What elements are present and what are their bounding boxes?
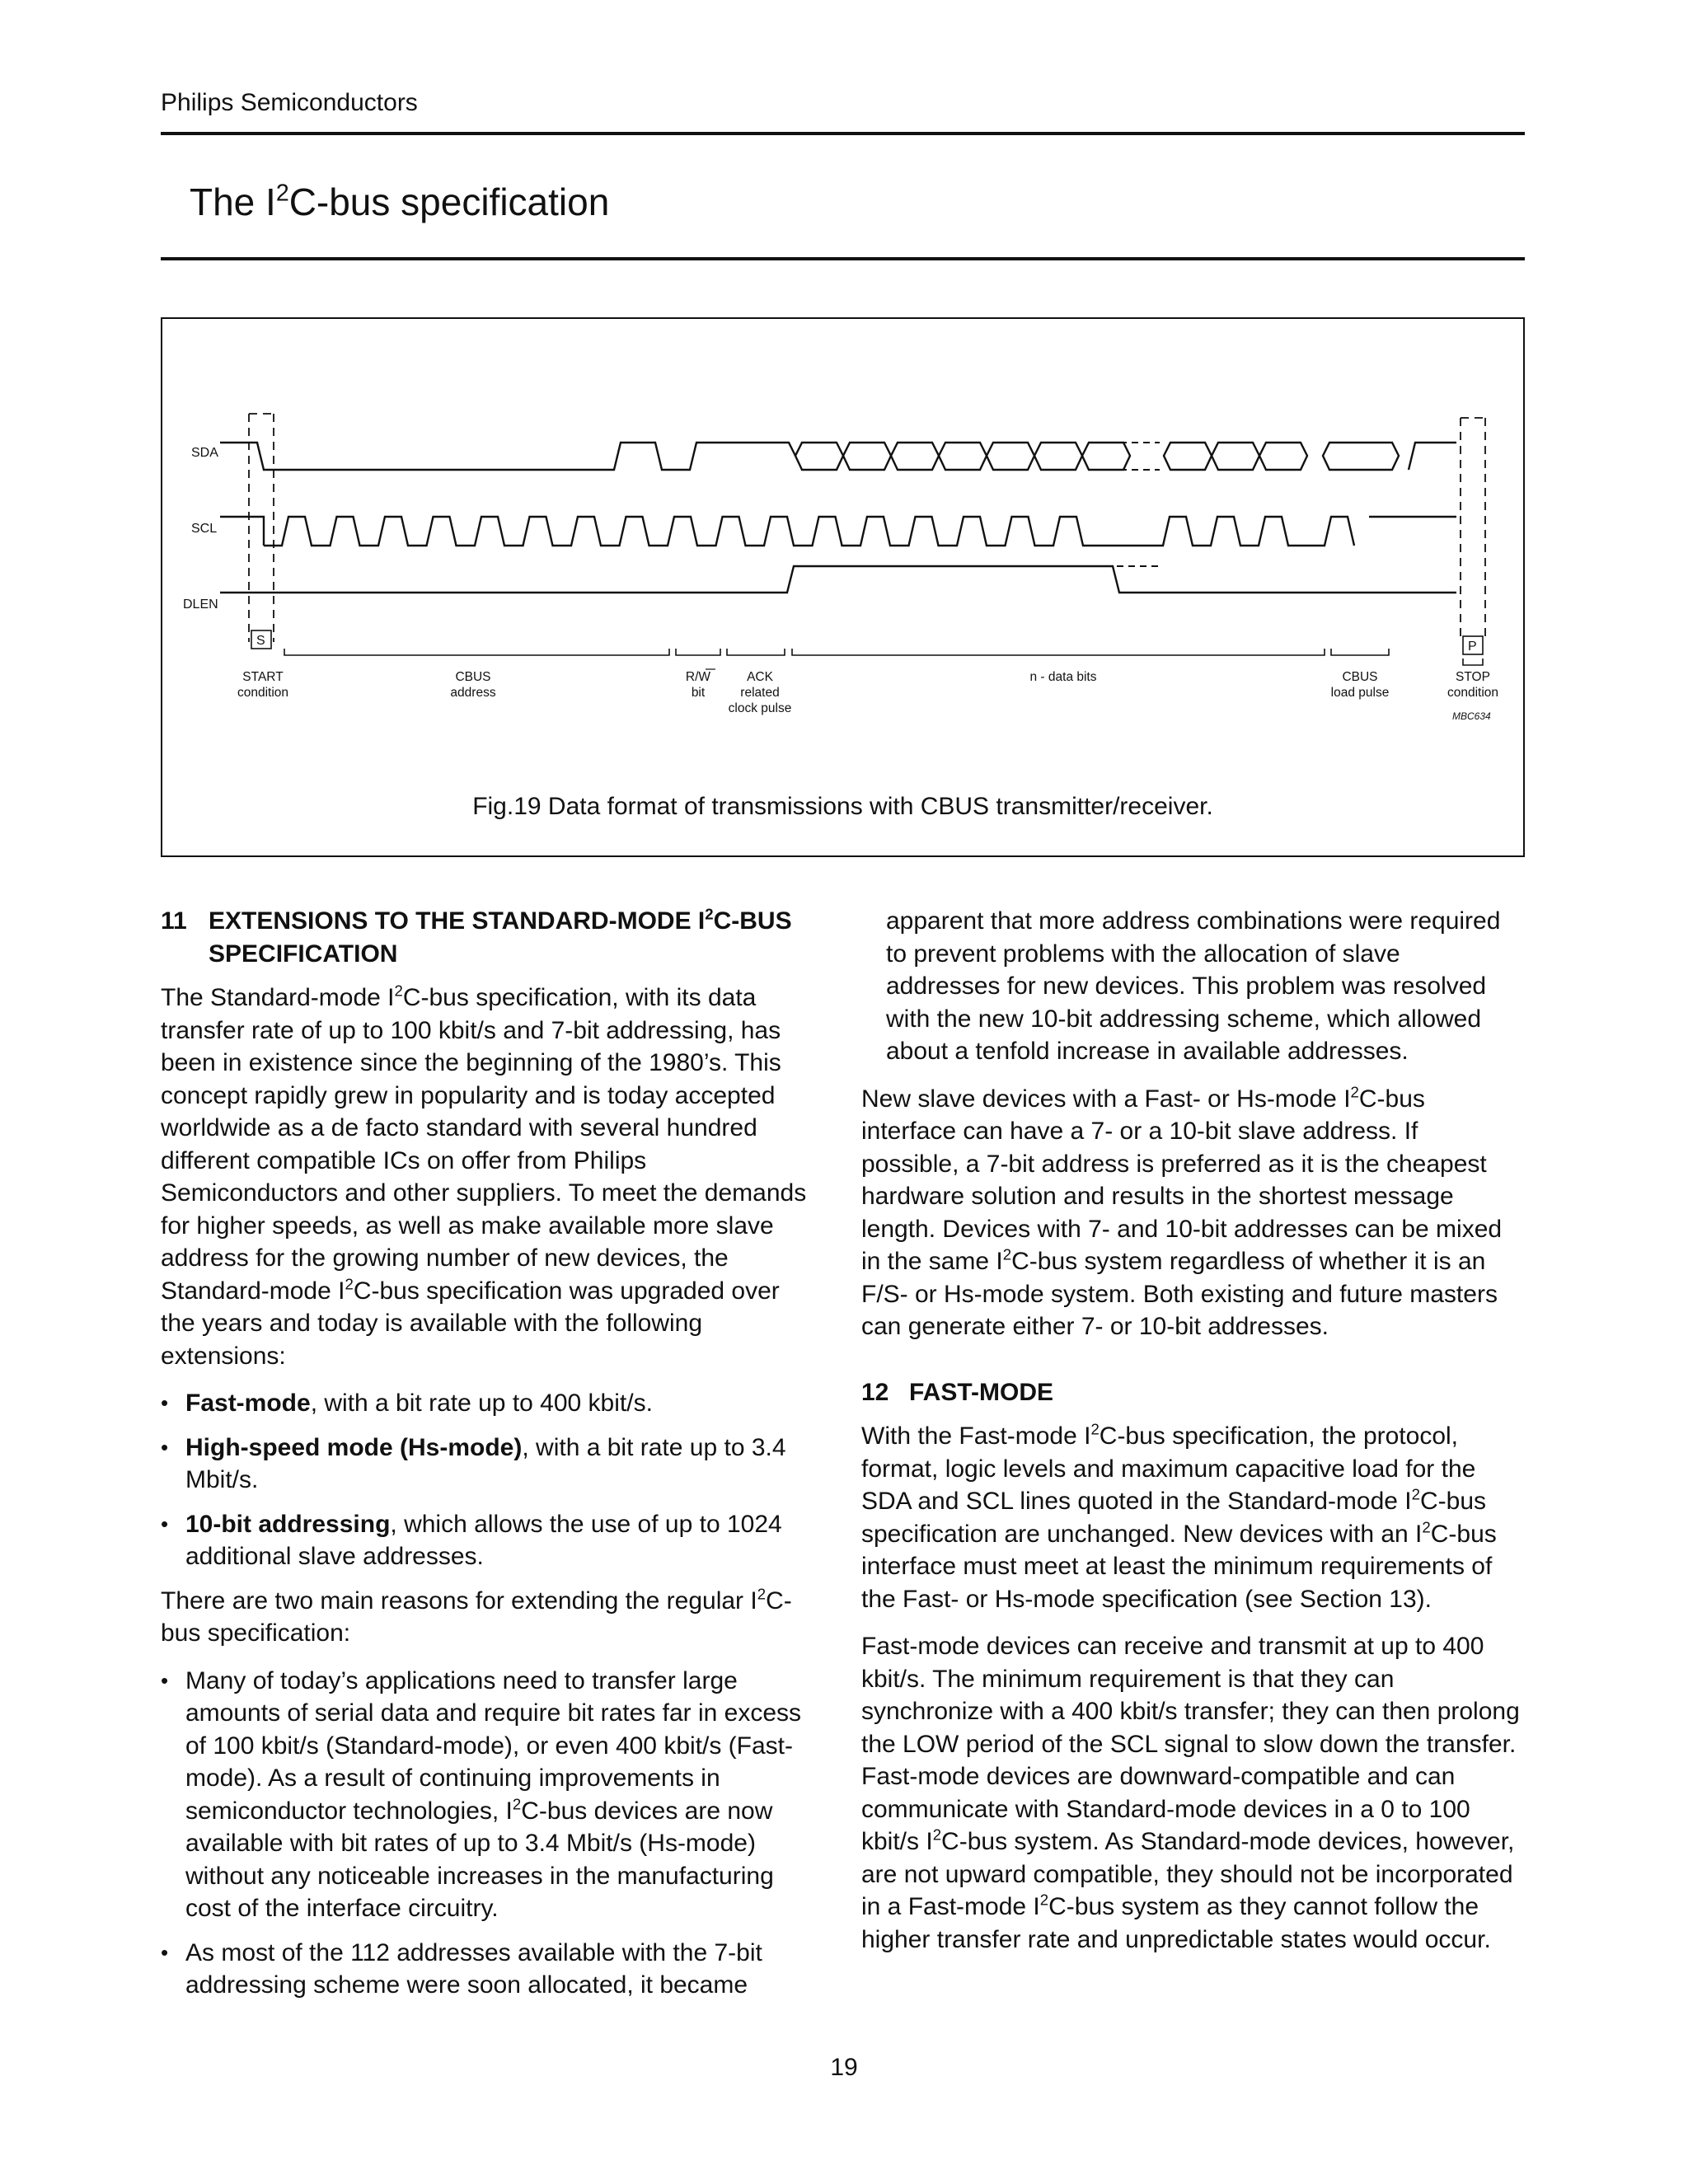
figure-caption: Fig.19 Data format of transmissions with CBUS transmitter/receiver. [472, 793, 1213, 820]
label-ack-1: ACK [747, 670, 773, 684]
scl-waveform-a [220, 517, 264, 546]
reason-2-continued: apparent that more address combinations were required to prevent problems with the allocation of slave addresses for new devices. This problem was resolved with the new 10-bit addressing scheme, which allowed about a tenfold increase in available addresses. [886, 907, 1501, 1065]
reason-2: • As most of the 112 addresses available with the 7-bit addressing scheme were soon allocated, it became [161, 1938, 762, 1999]
header-rule [161, 132, 1525, 135]
right-column [861, 905, 1521, 1971]
sda-lead [723, 443, 795, 456]
label-stop-2: condition [1447, 686, 1499, 700]
figure-code: MBC634 [1452, 710, 1491, 722]
sda-bit-cell [795, 443, 843, 470]
sda-bit-cell [1082, 443, 1130, 470]
label-ack-2: related [740, 686, 780, 700]
left-column [161, 905, 820, 2013]
sda-waveform [220, 443, 723, 470]
section-12-paragraph-2: Fast-mode devices can receive and transmit at up to 400 kbit/s. The minimum requirement is that they can synchronize with a 400 kbit/s transfer; they can then prolong the LOW period of the SCL signal to slow down the transfer. Fast-mode devices are downward-compatible and can communicate with Standard-mode devices in a 0 to 100 kbit/s $I^2C$-bus system. As Standard-mode devices, however, are not upward compatible, they should not be incorporated in a Fast-mode $I^2C$-bus system as they cannot follow the higher transfer rate and unpredictable states would occur. [861, 1633, 1520, 1953]
sda-bit-cell [1164, 443, 1212, 470]
extension-10-bit: • 10-bit addressing, which allows the use of up to 1024 additional slave addresses. [161, 1510, 782, 1570]
signal-label-sda: SDA [191, 446, 218, 460]
marker-stop: P [1468, 640, 1477, 654]
sda-bit-cell [891, 443, 939, 470]
title-rule [161, 257, 1525, 260]
section-11-paragraph-1: The Standard-mode $I^2C$-bus specification, with its data transfer rate of up to 100 kbit/s and 7-bit addressing, has been in existence since the beginning of the 1980’s. This concept rapidly grew in popularity and is today accepted worldwide as a de facto standard with several hundred different compatible ICs on offer from Philips Semiconductors and other suppliers. To meet the demands for higher speeds, as well as make available more slave address for the growing number of new devices, the Standard-mode $I^2C$-bus specification was upgraded over the years and today is available with the following extensions: [161, 982, 807, 1370]
timing-diagram [162, 319, 1523, 855]
scl-pulses [264, 517, 1354, 546]
sda-bit-cell [987, 443, 1034, 470]
section-11-paragraph-3: New slave devices with a Fast- or Hs-mode $I^2C$-bus interface can have a 7- or a 10-bit slave address. If possible, a 7-bit address is preferred as it is the cheapest hardware solution and results in the shortest message length. Devices with 7- and 10-bit addresses can be mixed in the same $I^2C$-bus system regardless of whether it is an F/S- or Hs-mode system. Both existing and future masters can generate either 7- or 10-bit addresses. [861, 1082, 1503, 1340]
sda-data-cells [723, 443, 1399, 470]
header-company: Philips Semiconductors [161, 89, 418, 116]
extension-fast-mode: • Fast-mode, with a bit rate up to 400 kbit/s. [161, 1390, 653, 1417]
label-cbus-address-2: address [450, 686, 496, 700]
section-11-heading: 11 EXTENSIONS TO THE STANDARD-MODE $I^2C$-BUS SPECIFICATION [161, 905, 820, 970]
sda-bit-cell [843, 443, 891, 470]
label-rw-1: R/W [685, 670, 711, 684]
sda-bit-cell [1034, 443, 1082, 470]
sda-bit-cell [1259, 443, 1307, 470]
reason-1: • Many of today’s applications need to transfer large amounts of serial data and require bit rates far in excess of 100 kbit/s (Standard-mode), or even 400 kbit/s (Fast-mode). As a result of continuing improvements in semiconductor technologies, $I^2C$-bus devices are now available with bit rates of up to 3.4 Mbit/s (Hs-mode) without any noticeable increases in the manufacturing cost of the interface circuitry. [161, 1666, 802, 1922]
signal-label-dlen: DLEN [183, 598, 218, 612]
section-11-number: 11 [161, 907, 187, 935]
scl-clock-pulses [264, 517, 1354, 546]
section-12-paragraph-1: With the Fast-mode $I^2C$-bus specification, the protocol, format, logic levels and maximum capacitive load for the SDA and SCL lines quoted in the Standard-mode $I^2C$-bus specification are unchanged. New devices with an $I^2C$-bus interface must meet at least the minimum requirements of the Fast- or Hs-mode specification (see Section 13). [861, 1420, 1497, 1613]
dlen-waveform [220, 566, 1456, 593]
label-start-2: condition [237, 686, 289, 700]
page-number: 19 [830, 2054, 858, 2081]
label-ack-3: clock pulse [728, 701, 792, 715]
section-11-paragraph-2: There are two main reasons for extending the regular $I^2C$-bus specification: [161, 1584, 792, 1647]
section-12-number: 12 [861, 1378, 889, 1406]
label-rw-2: bit [691, 686, 706, 700]
label-start-1: START [242, 670, 284, 684]
sda-bit-cell [1212, 443, 1259, 470]
range-brackets [284, 649, 1483, 665]
label-cbus-address-1: CBUS [455, 670, 491, 684]
label-cbus-load-2: load pulse [1330, 686, 1390, 700]
page-title: The $I^2C$-bus specification [190, 180, 610, 223]
sda-bit-cell [939, 443, 987, 470]
signal-label-scl: SCL [191, 522, 218, 536]
marker-start: S [256, 634, 265, 648]
figure-19 [161, 317, 1525, 857]
section-12-heading: 12 FAST-MODE [861, 1376, 1521, 1409]
label-cbus-load-1: CBUS [1342, 670, 1378, 684]
label-stop-1: STOP [1456, 670, 1490, 684]
extension-hs-mode: • High-speed mode (Hs-mode), with a bit rate up to 3.4 Mbit/s. [161, 1433, 786, 1493]
sda-stop-rise [1409, 443, 1456, 470]
label-data-bits: n - data bits [1029, 670, 1097, 684]
sda-bit-cell [1323, 443, 1399, 470]
